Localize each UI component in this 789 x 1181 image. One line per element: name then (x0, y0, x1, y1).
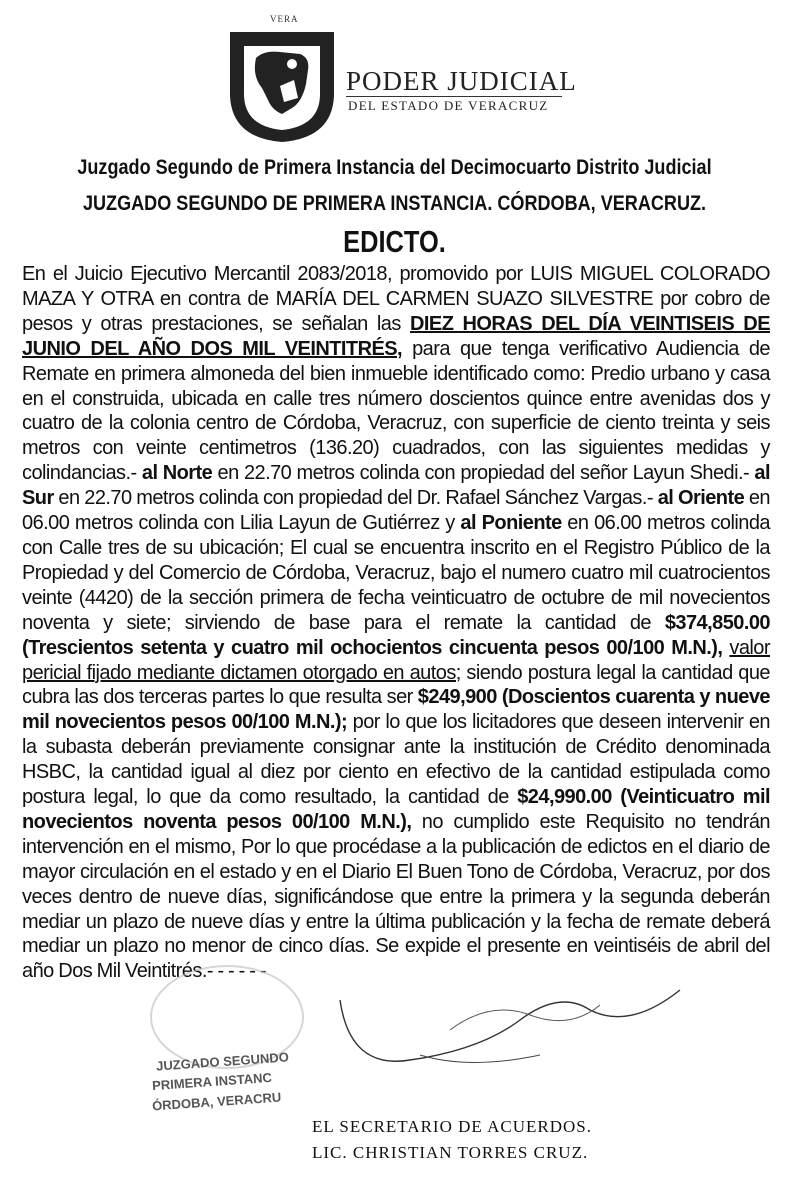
signatory-name: LIC. CHRISTIAN TORRES CRUZ. (312, 1143, 589, 1162)
header-logo (222, 14, 577, 144)
legal-bid-amount: $249,900 (Doscientos cuarenta y nueve mil novecientos pesos 00/100 M.N.); (22, 686, 770, 734)
body-text-10: no cumplido este Requisito no tendrán intervención en el mismo, Por lo que procédase a la publicación de edictos en el diario de mayor circulación en el estado y en el Diario El Buen Tono de Córdoba, Veracruz, por dos veces dentro de nueve días, significándose que entre la primera y la segunda deberán mediar un plazo de nueve días y entre la última publicación y la fecha de remate deberá mediar un plazo no menor de cinco días. Se expide el presente en veintiséis de abril del año Dos Mil Veintitrés.- - - - - - (22, 810, 770, 983)
org-divider (346, 96, 562, 97)
body-text-6: en 06.00 metros colinda con Calle tres de su ubicación; El cual se encuentra inscrito en el Registro Público de la Propiedad y del Comercio de Córdoba, Veracruz, bajo el numero cuatro mil cuatrocientos veinte (4420) de la sección primera de fecha veinticuatro de octubre de mil novecientos noventa y siete; sirviendo de base para el remate la cantidad de (22, 512, 770, 634)
org-name: PODER JUDICIAL (346, 66, 577, 96)
stamp-line-2: PRIMERA INSTANC (151, 1069, 273, 1094)
boundary-east: al Oriente (657, 487, 745, 510)
court-subtitle: JUZGADO SEGUNDO DE PRIMERA INSTANCIA. CÓRDOBA, VERACRUZ. (82, 192, 707, 215)
document-title: EDICTO. (343, 224, 446, 259)
signature-scribble-icon (330, 960, 690, 1080)
body-text-5: en 06.00 metros colinda con Lilia Layun de Gutiérrez y (22, 487, 770, 535)
base-amount: $374,850.00 (Trescientos setenta y cuatro mil ochocientos cincuenta pesos 00/100 M.N.), (22, 611, 770, 659)
body-text-2: para que tenga verificativo Audiencia de Remate en primera almoneda del bien inmueble identificado como: Predio urbano y casa en el construida, ubicada en calle tres número doscientos quince entre avenidas dos y cuatro de la colonia centro de Córdoba, Veracruz, con superficie de ciento treinta y seis metros con veinte centimetros (136.20) cuadrados, con las siguientes medidas y colindancias.- (22, 337, 770, 485)
boundary-south: al Sur (22, 462, 770, 510)
body-text-8: siendo postura legal la cantidad que cubra las dos terceras partes lo que resulta ser (22, 661, 770, 709)
auction-date: DIEZ HORAS DEL DÍA VEINTISEIS DE JUNIO DEL AÑO DOS MIL VEINTITRÉS, (22, 312, 770, 360)
body-text-3: en 22.70 metros colinda con propiedad del señor Layun Shedi.- (212, 462, 755, 485)
body-text-9: por lo que los licitadores que deseen intervenir en la subasta deberán previamente consignar ante la institución de Crédito denominada HSBC, la cantidad igual al diez por ciento en efectivo de la cantidad estipulada como postura legal, lo que da como resultado, la cantidad de (22, 711, 770, 809)
boundary-west: al Poniente (460, 512, 562, 535)
signatory-role: EL SECRETARIO DE ACUERDOS. (312, 1117, 592, 1136)
seal-text: VERA (270, 14, 299, 24)
court-stamp (140, 1050, 290, 1130)
org-subtitle: DEL ESTADO DE VERACRUZ (348, 98, 549, 113)
deposit-amount: $24,990.00 (Veinticuatro mil novecientos noventa pesos 00/100 M.N.), (22, 786, 770, 833)
body-text-4: en 22.70 metros colinda con propiedad del Dr. Rafael Sánchez Vargas.- (53, 487, 658, 510)
appraisal-note: valor pericial fijado mediante dictamen otorgado en autos; (22, 636, 770, 684)
boundary-north: al Norte (141, 462, 213, 485)
poder-judicial-emblem-icon (222, 14, 342, 144)
stamp-line-1: JUZGADO SEGUNDO (155, 1049, 290, 1074)
court-title: Juzgado Segundo de Primera Instancia del Decimocuarto Distrito Judicial (77, 156, 712, 179)
edict-body (22, 262, 770, 984)
stamp-line-3: ÓRDOBA, VERACRU (151, 1089, 282, 1114)
body-text-1: En el Juicio Ejecutivo Mercantil 2083/2018, promovido por LUIS MIGUEL COLORADO MAZA Y OTRA en contra de MARÍA DEL CARMEN SUAZO SILVESTRE por cobro de pesos y otras prestaciones, se señalan las (22, 263, 770, 335)
